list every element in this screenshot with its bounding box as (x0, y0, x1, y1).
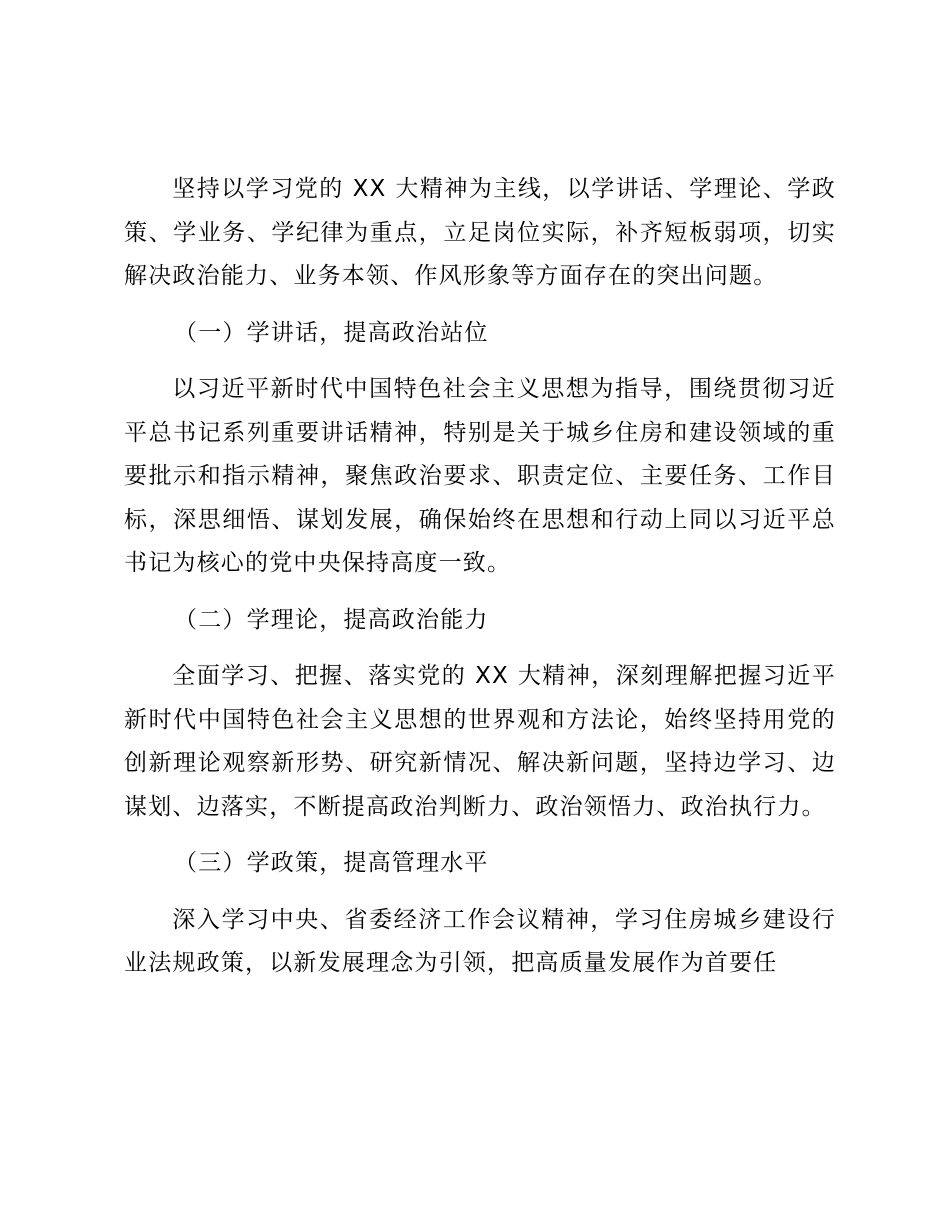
document-body (124, 168, 836, 986)
section-body-3: 深入学习中央、省委经济工作会议精神，学习住房城乡建设行业法规政策，以新发展理念为引领，把高质量发展作为首要任 (124, 906, 836, 976)
intro-paragraph: 坚持以学习党的 XX 大精神为主线，以学讲话、学理论、学政策、学业务、学纪律为重点，立足岗位实际，补齐短板弱项，切实解决政治能力、业务本领、作风形象等方面存在的突出问题。 (124, 176, 836, 289)
section-heading-3: （三）学政策，提高管理水平 (174, 850, 489, 876)
section-body-1: 以习近平新时代中国特色社会主义思想为指导，围绕贯彻习近平总书记系列重要讲话精神，特别是关于城乡住房和建设领域的重要批示和指示精神，聚焦政治要求、职责定位、主要任务、工作目标，深思细悟、谋划发展，确保始终在思想和行动上同以习近平总书记为核心的党中央保持高度一致。 (124, 376, 836, 576)
section-heading-1: （一）学讲话，提高政治站位 (174, 319, 489, 346)
section-body-2: 全面学习、把握、落实党的 XX 大精神，深刻理解把握习近平新时代中国特色社会主义思想的世界观和方法论，始终坚持用党的创新理论观察新形势、研究新情况、解决新问题，坚持边学习、边谋划、边落实，不断提高政治判断力、政治领悟力、政治执行力。 (124, 663, 836, 820)
section-heading-2: （二）学理论，提高政治能力 (174, 606, 489, 633)
